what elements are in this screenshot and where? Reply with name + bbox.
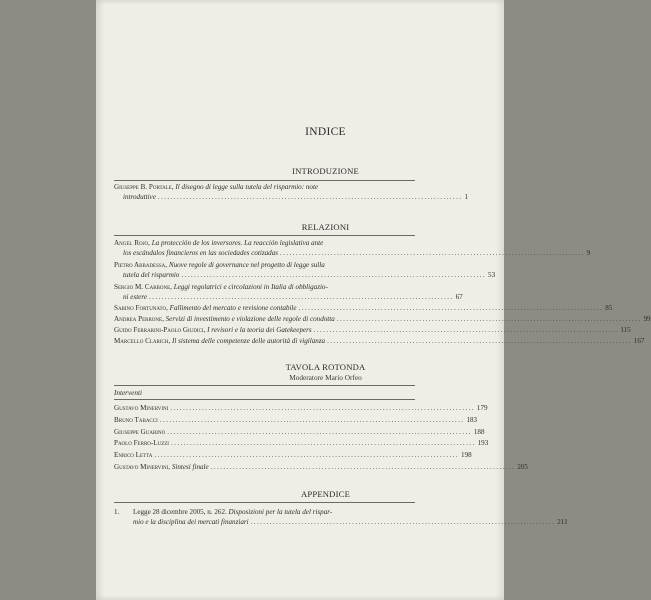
toc-entry [114,404,488,414]
leader-dots: ................................................................................................ [250,517,556,526]
entry-page: 9 [586,248,591,257]
leader-dots: ................................................................................................ [170,439,476,447]
section-heading-appendice: APPENDICE [300,489,351,499]
toc-entry: Sergio M. Carbone, Leggi regolatrici e circolazioni in Italia di obbligazio- ni estere ................................................................................................ 67 [114,283,463,301]
entry-page: 167 [633,337,645,345]
interventi-label: Interventi [114,389,142,397]
entry-title: Sintesi finale [171,463,209,471]
leader-dots: ................................................................................................ [298,304,604,312]
entry-author: Gustavo Minervini [114,404,169,412]
entry-title: Fallimento del mercato e revisione contabile [169,304,297,312]
entry-author: Bruno Tabacci [114,416,158,424]
divider [114,235,415,236]
entry-page: 53 [488,270,496,279]
entry-page: 205 [517,463,528,471]
entry-author: Guido Ferrarini-Paolo Giudici [114,326,204,334]
appendix-number: 1. [114,508,120,516]
entry-title-line1: Disposizioni per la tutela del rispar- [228,508,333,516]
entry-title-line1: Leggi regolatrici e circolazioni in Italia di obbligazio- [173,283,328,291]
toc-entry [114,416,478,426]
moderator-line: Moderatore Mario Orfeo [289,373,362,382]
entry-title: I revisori e la teoria dei Gatekeepers [207,326,312,334]
entry-text: Legge 28 dicembre 2005, n. 262. [133,508,229,516]
entry-page: 193 [477,439,489,447]
leader-dots: ................................................................................................ [148,292,454,301]
entry-title-line2: mio e la disciplina dei mercati finanziari [133,517,249,526]
entry-page: 99 [643,315,651,323]
entry-author: Enrico Letta [114,451,153,459]
entry-title-line2: los escándalos financieros en las sociedades cotizadas [123,248,278,257]
leader-dots: ................................................................................................ [154,451,460,459]
entry-title-line1: Nuove regole di governance nel progetto di legge sulla [168,261,325,269]
leader-dots: ................................................................................................ [313,326,619,334]
leader-dots: ................................................................................................ [181,270,487,279]
entry-author: Sabino Fortunato [114,304,167,312]
leader-dots: ................................................................................................ [336,315,642,323]
entry-title-line2: tutela del risparmio [123,270,180,279]
toc-entry: Marcello Clarich, Il sistema delle competenze delle autorità di vigilanza ................................................................................................ 167 [114,337,645,345]
entry-author: Paolo Ferro-Luzzi [114,439,169,447]
entry-title-line2: ni estere [123,292,147,301]
entry-page: 1 [464,192,469,201]
entry-page: 183 [466,416,478,424]
entry-page: 67 [455,292,463,301]
entry-title-line1: Il disegno di legge sulla tutela del risparmio: note [175,183,319,191]
toc-entry [114,439,489,449]
divider [114,502,415,503]
entry-page: 179 [476,404,488,412]
entry-page: 85 [605,304,613,312]
entry-page: 198 [461,451,472,459]
toc-entry: Giuseppe B. Portale, Il disegno di legge sulla tutela del risparmio: note introduttive ................................................................................................ 1 [114,183,469,201]
entry-title-line1: La protección de los inversores. La reacción legislativa ante [151,239,324,247]
leader-dots: ................................................................................................ [157,192,463,201]
entry-author: Marcello Clarich [114,337,169,345]
toc-entry [133,508,568,527]
entry-author: Giuseppe B. Portale [114,183,172,191]
toc-entry: Sabino Fortunato, Fallimento del mercato e revisione contabile ................................................................................................ 85 [114,304,613,312]
section-heading-tavola-rotonda: TAVOLA ROTONDA [285,362,366,372]
entry-title: Servizi di investimento e violazione delle regole di condotta [165,315,335,323]
entry-title-line2: introduttive [123,192,156,201]
entry-title: Il sistema delle competenze delle autorità di vigilanza [172,337,326,345]
divider [114,385,415,386]
entry-page: 115 [620,326,631,334]
entry-author: Sergio M. Carbone [114,283,171,291]
leader-dots: ................................................................................................ [327,337,632,345]
entry-page: 188 [473,428,485,436]
entry-author: Giuseppe Guarino [114,428,166,436]
entry-author: Gustavo Minervini [114,463,169,471]
toc-entry [114,451,472,461]
section-heading-introduzione: INTRODUZIONE [292,166,359,176]
leader-dots: ................................................................................................ [170,404,475,412]
leader-dots: ................................................................................................ [159,416,465,424]
divider [114,399,415,400]
entry-author: Andrea Perrone [114,315,163,323]
entry-page: 211 [557,517,568,526]
toc-entry: Guido Ferrarini-Paolo Giudici, I revisori e la teoria dei Gatekeepers ................................................................................................ 115 [114,326,631,334]
leader-dots: ................................................................................................ [280,248,585,257]
leader-dots: ................................................................................................ [167,428,472,436]
toc-entry: Pietro Abbadessa, Nuove regole di governance nel progetto di legge sulla tutela del risparmio ................................................................................................ 53 [114,261,496,279]
leader-dots: ................................................................................................ [210,463,516,471]
toc-entry [114,428,485,438]
entry-author: Angel Rojo [114,239,149,247]
toc-entry: Gustavo Minervini, Sintesi finale ................................................................................................ 205 [114,463,528,471]
toc-entry: Andrea Perrone, Servizi di investimento e violazione delle regole di condotta ................................................................................................ 99 [114,315,651,323]
page-title: INDICE [305,126,346,138]
section-heading-relazioni: RELAZIONI [301,222,350,232]
toc-entry: Angel Rojo, La protección de los inversores. La reacción legislativa ante los escándalos financieros en las sociedades cotizadas ................................................................................................ 9 [114,239,591,257]
entry-author: Pietro Abbadessa [114,261,166,269]
divider [114,180,415,181]
